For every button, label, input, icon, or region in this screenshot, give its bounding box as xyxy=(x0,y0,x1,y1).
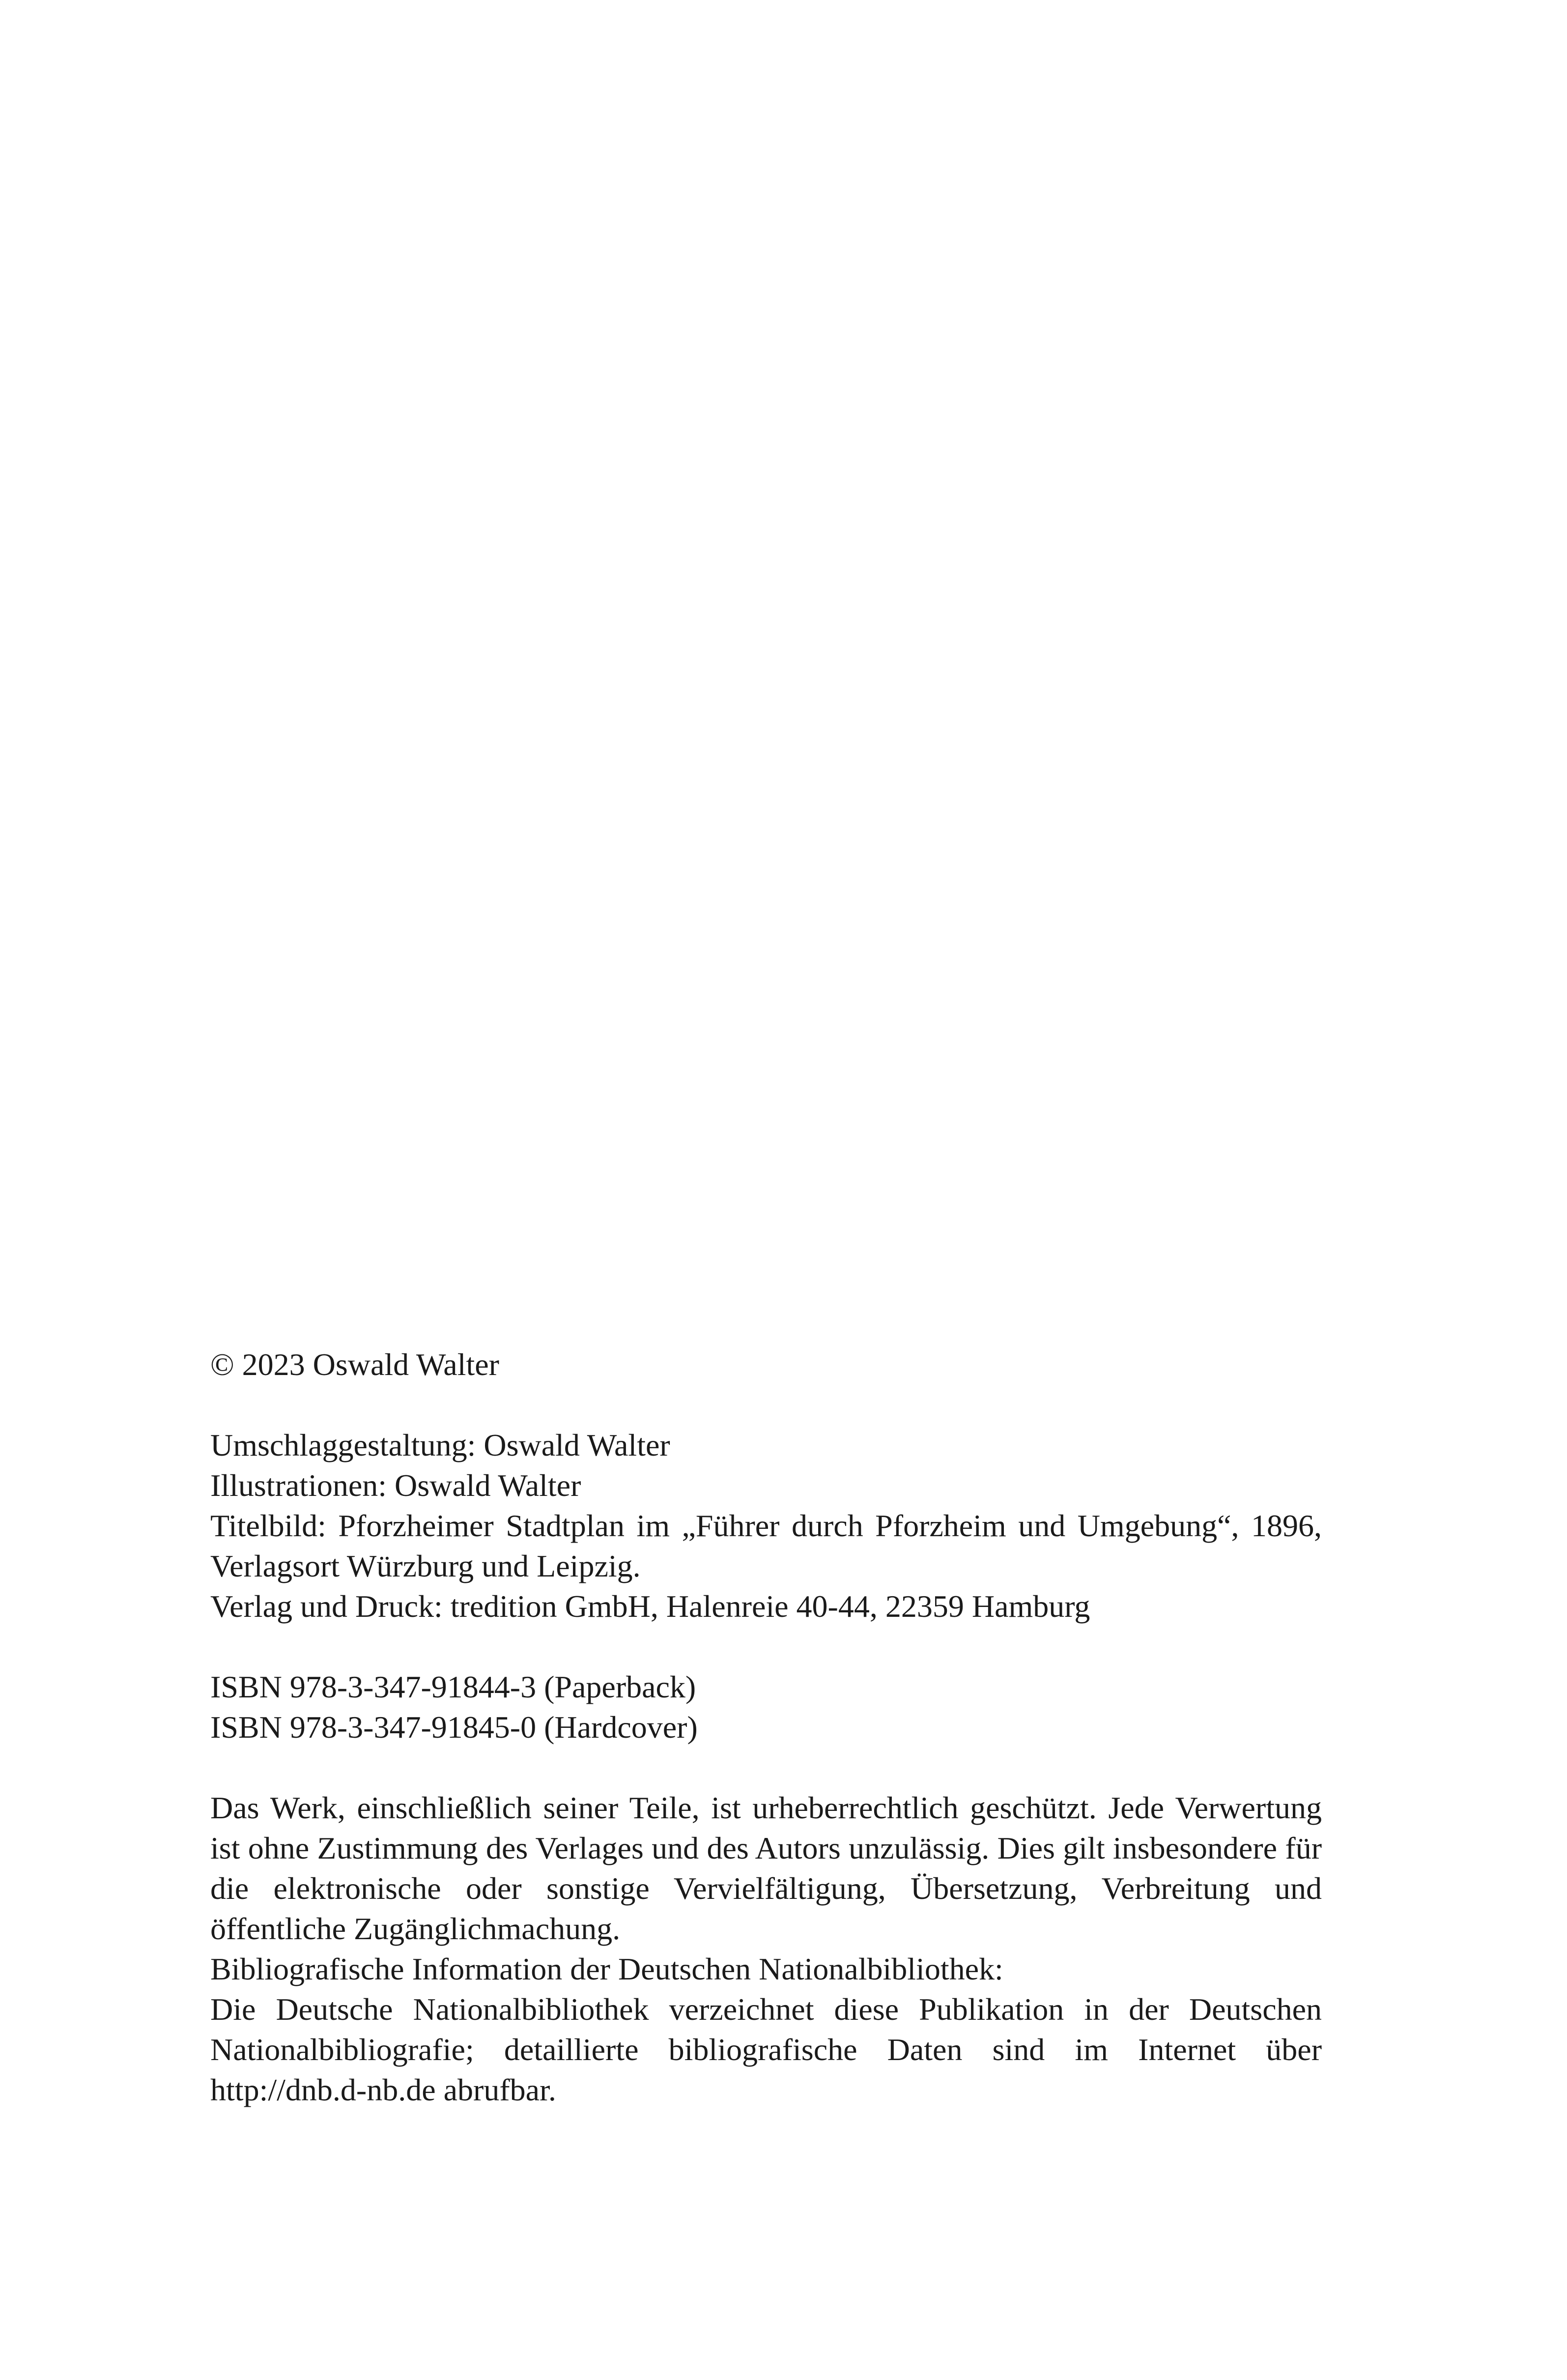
legal-block xyxy=(210,1788,1322,2110)
credits-block xyxy=(210,1425,1322,1627)
isbn-paperback: ISBN 978-3-347-91844-3 (Paperback) xyxy=(210,1669,696,1704)
isbn-block xyxy=(210,1667,1322,1748)
dnb-heading: Bibliografische Information der Deutschen Nationalbibliothek: xyxy=(210,1951,1003,1986)
publisher-credit: Verlag und Druck: tredition GmbH, Halenreie 40-44, 22359 Hamburg xyxy=(210,1589,1090,1624)
dnb-text: Die Deutsche Nationalbibliothek verzeichnet diese Publikation in der Deutschen Nationalbibliografie; detaillierte bibliografische Daten sind im Internet über http://dnb.d-nb.de abrufbar. xyxy=(210,1992,1322,2107)
spacer xyxy=(210,1385,1322,1425)
spacer xyxy=(210,1748,1322,1788)
title-image-credit: Titelbild: Pforzheimer Stadtplan im „Führer durch Pforzheim und Umgebung“, 1896, Verlagsort Würzburg und Leipzig. xyxy=(210,1508,1322,1583)
imprint-text-block xyxy=(210,1345,1322,2110)
copyright-line: © 2023 Oswald Walter xyxy=(210,1347,499,1382)
cover-design-credit: Umschlaggestaltung: Oswald Walter xyxy=(210,1428,670,1462)
isbn-hardcover: ISBN 978-3-347-91845-0 (Hardcover) xyxy=(210,1710,698,1745)
copyright-notice: Das Werk, einschließlich seiner Teile, ist urheberrechtlich geschützt. Jede Verwertung ist ohne Zustimmung des Verlages und des Autors unzulässig. Dies gilt insbesondere für die elektronische oder sonstige Vervielfältigung, Übersetzung, Verbreitung und öffentliche Zugänglichmachung. xyxy=(210,1790,1322,1946)
illustrations-credit: Illustrationen: Oswald Walter xyxy=(210,1468,581,1503)
spacer xyxy=(210,1627,1322,1667)
